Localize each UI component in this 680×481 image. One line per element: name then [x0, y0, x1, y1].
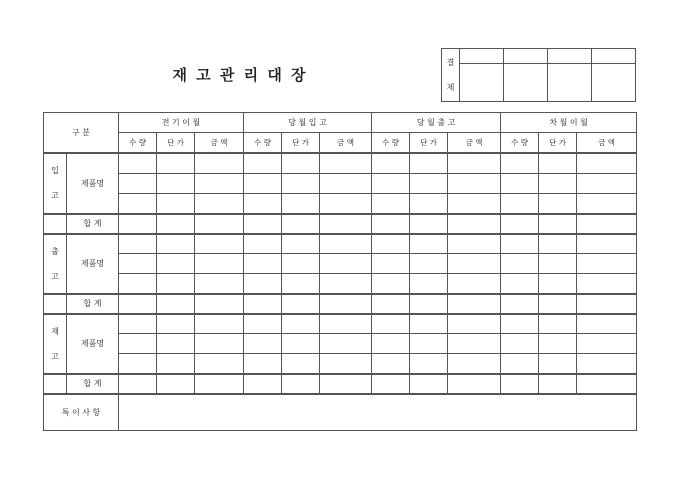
- data-cell[interactable]: [157, 354, 195, 374]
- group-header-outgoing: 당 월 출 고: [372, 113, 501, 133]
- data-cell[interactable]: [282, 174, 320, 194]
- sub-header-price: 단 가: [157, 133, 195, 153]
- section-label-top: 출: [51, 246, 59, 256]
- data-cell[interactable]: [410, 254, 448, 274]
- data-cell[interactable]: [282, 194, 320, 214]
- section-label-blank: [44, 214, 67, 234]
- data-cell[interactable]: [119, 254, 157, 274]
- data-cell[interactable]: [195, 174, 244, 194]
- data-cell[interactable]: [320, 274, 372, 294]
- total-cell[interactable]: [282, 374, 320, 394]
- remarks-field[interactable]: [119, 394, 637, 431]
- total-cell[interactable]: [501, 214, 539, 234]
- total-cell[interactable]: [501, 294, 539, 314]
- category-header: 구 분: [44, 113, 119, 153]
- data-cell[interactable]: [577, 354, 637, 374]
- data-cell[interactable]: [157, 174, 195, 194]
- data-cell[interactable]: [195, 334, 244, 354]
- section-label-outgoing: [44, 234, 67, 294]
- sub-header-qty: 수 량: [501, 133, 539, 153]
- data-cell[interactable]: [119, 154, 157, 174]
- data-cell[interactable]: [157, 234, 195, 254]
- page-title: 재 고 관 리 대 장: [172, 66, 308, 84]
- data-cell[interactable]: [539, 254, 577, 274]
- data-cell[interactable]: [410, 354, 448, 374]
- data-cell[interactable]: [282, 314, 320, 334]
- data-cell[interactable]: [501, 234, 539, 254]
- data-cell[interactable]: [448, 174, 501, 194]
- data-cell[interactable]: [539, 234, 577, 254]
- data-cell[interactable]: [577, 194, 637, 214]
- total-cell[interactable]: [157, 214, 195, 234]
- total-cell[interactable]: [282, 294, 320, 314]
- total-cell[interactable]: [501, 374, 539, 394]
- data-cell[interactable]: [282, 334, 320, 354]
- total-cell[interactable]: [577, 374, 637, 394]
- data-cell[interactable]: [372, 254, 410, 274]
- data-cell[interactable]: [577, 274, 637, 294]
- data-cell[interactable]: [539, 194, 577, 214]
- data-cell[interactable]: [244, 174, 282, 194]
- data-cell[interactable]: [320, 194, 372, 214]
- data-cell[interactable]: [157, 254, 195, 274]
- data-cell[interactable]: [372, 354, 410, 374]
- sub-header-qty: 수 량: [119, 133, 157, 153]
- data-cell[interactable]: [539, 354, 577, 374]
- total-cell[interactable]: [372, 294, 410, 314]
- data-cell[interactable]: [320, 314, 372, 334]
- data-cell[interactable]: [448, 314, 501, 334]
- data-cell[interactable]: [448, 234, 501, 254]
- section-label-top: 입: [51, 166, 59, 176]
- total-cell[interactable]: [539, 374, 577, 394]
- total-cell[interactable]: [410, 214, 448, 234]
- data-cell[interactable]: [539, 174, 577, 194]
- data-cell[interactable]: [577, 254, 637, 274]
- total-cell[interactable]: [372, 214, 410, 234]
- data-cell[interactable]: [448, 274, 501, 294]
- data-cell[interactable]: [410, 314, 448, 334]
- approval-label: [442, 49, 460, 102]
- data-cell[interactable]: [577, 174, 637, 194]
- total-cell[interactable]: [244, 294, 282, 314]
- data-cell[interactable]: [244, 314, 282, 334]
- remarks-label: 특 이 사 항: [44, 394, 119, 431]
- data-cell[interactable]: [372, 174, 410, 194]
- approval-title-cell: [592, 49, 636, 64]
- section-label-blank: [44, 374, 67, 394]
- data-cell[interactable]: [372, 334, 410, 354]
- total-cell[interactable]: [372, 374, 410, 394]
- group-header-next: 차 월 이 월: [501, 113, 637, 133]
- data-cell[interactable]: [244, 334, 282, 354]
- data-cell[interactable]: [372, 234, 410, 254]
- total-label: 합 계: [67, 214, 119, 234]
- data-cell[interactable]: [157, 334, 195, 354]
- total-cell[interactable]: [119, 294, 157, 314]
- data-cell[interactable]: [501, 154, 539, 174]
- data-cell[interactable]: [320, 174, 372, 194]
- data-cell[interactable]: [119, 354, 157, 374]
- data-cell[interactable]: [372, 154, 410, 174]
- data-cell[interactable]: [157, 194, 195, 214]
- data-cell[interactable]: [320, 154, 372, 174]
- total-cell[interactable]: [157, 374, 195, 394]
- data-cell[interactable]: [501, 274, 539, 294]
- group-header-carryover: 전 기 이 월: [119, 113, 244, 133]
- data-cell[interactable]: [244, 354, 282, 374]
- data-cell[interactable]: [577, 334, 637, 354]
- data-cell[interactable]: [410, 194, 448, 214]
- data-cell[interactable]: [119, 274, 157, 294]
- sub-header-price: 단 가: [539, 133, 577, 153]
- data-cell[interactable]: [244, 254, 282, 274]
- data-cell[interactable]: [501, 314, 539, 334]
- data-cell[interactable]: [410, 174, 448, 194]
- data-cell[interactable]: [157, 154, 195, 174]
- product-name-label: 제품명: [67, 234, 119, 294]
- data-cell[interactable]: [282, 154, 320, 174]
- data-cell[interactable]: [501, 194, 539, 214]
- total-label: 합 계: [67, 374, 119, 394]
- data-cell[interactable]: [244, 154, 282, 174]
- data-cell[interactable]: [119, 334, 157, 354]
- data-cell[interactable]: [195, 274, 244, 294]
- data-cell[interactable]: [195, 234, 244, 254]
- total-cell[interactable]: [157, 294, 195, 314]
- data-cell[interactable]: [157, 314, 195, 334]
- approval-box: [441, 48, 636, 102]
- product-name-label: 제품명: [67, 314, 119, 374]
- data-cell[interactable]: [539, 334, 577, 354]
- total-cell[interactable]: [244, 214, 282, 234]
- total-cell[interactable]: [320, 374, 372, 394]
- total-cell[interactable]: [320, 294, 372, 314]
- approval-sign-cell[interactable]: [592, 64, 636, 102]
- total-cell[interactable]: [539, 214, 577, 234]
- total-cell[interactable]: [410, 294, 448, 314]
- total-cell[interactable]: [195, 214, 244, 234]
- total-cell[interactable]: [577, 214, 637, 234]
- section-label-incoming: [44, 154, 67, 214]
- data-cell[interactable]: [410, 154, 448, 174]
- data-cell[interactable]: [282, 254, 320, 274]
- data-cell[interactable]: [448, 154, 501, 174]
- inventory-table: [43, 112, 637, 153]
- total-cell[interactable]: [410, 374, 448, 394]
- sub-header-price: 단 가: [282, 133, 320, 153]
- sub-header-amount: 금 액: [577, 133, 637, 153]
- total-cell[interactable]: [282, 214, 320, 234]
- approval-title-cell: [504, 49, 548, 64]
- data-cell[interactable]: [539, 314, 577, 334]
- approval-label-top: 결: [446, 58, 455, 67]
- total-cell[interactable]: [244, 374, 282, 394]
- total-label: 합 계: [67, 294, 119, 314]
- sub-header-amount: 금 액: [448, 133, 501, 153]
- approval-sign-cell[interactable]: [460, 64, 504, 102]
- section-label-bottom: 고: [51, 351, 59, 361]
- data-cell[interactable]: [501, 334, 539, 354]
- data-cell[interactable]: [577, 154, 637, 174]
- approval-title-cell: [548, 49, 592, 64]
- section-label-blank: [44, 294, 67, 314]
- section-label-top: 재: [51, 326, 59, 336]
- data-cell[interactable]: [539, 154, 577, 174]
- data-cell[interactable]: [119, 234, 157, 254]
- data-cell[interactable]: [448, 254, 501, 274]
- data-cell[interactable]: [410, 334, 448, 354]
- data-cell[interactable]: [448, 334, 501, 354]
- data-cell[interactable]: [501, 354, 539, 374]
- data-cell[interactable]: [372, 274, 410, 294]
- data-cell[interactable]: [448, 194, 501, 214]
- data-cell[interactable]: [372, 194, 410, 214]
- total-cell[interactable]: [320, 214, 372, 234]
- product-name-label: 제품명: [67, 154, 119, 214]
- sub-header-amount: 금 액: [195, 133, 244, 153]
- sub-header-qty: 수 량: [372, 133, 410, 153]
- total-cell[interactable]: [448, 214, 501, 234]
- total-cell[interactable]: [577, 294, 637, 314]
- total-cell[interactable]: [119, 214, 157, 234]
- data-cell[interactable]: [195, 354, 244, 374]
- data-cell[interactable]: [577, 314, 637, 334]
- approval-title-cell: [460, 49, 504, 64]
- data-cell[interactable]: [195, 194, 244, 214]
- data-cell[interactable]: [320, 254, 372, 274]
- section-label-bottom: 고: [51, 191, 59, 201]
- data-cell[interactable]: [320, 354, 372, 374]
- data-cell[interactable]: [501, 174, 539, 194]
- data-cell[interactable]: [372, 314, 410, 334]
- approval-sign-cell[interactable]: [504, 64, 548, 102]
- section-label-stock: [44, 314, 67, 374]
- sub-header-amount: 금 액: [320, 133, 372, 153]
- data-cell[interactable]: [577, 234, 637, 254]
- data-cell[interactable]: [282, 234, 320, 254]
- data-cell[interactable]: [410, 274, 448, 294]
- data-cell[interactable]: [539, 274, 577, 294]
- data-cell[interactable]: [282, 274, 320, 294]
- group-header-incoming: 당 월 입 고: [244, 113, 372, 133]
- data-cell[interactable]: [501, 254, 539, 274]
- total-cell[interactable]: [119, 374, 157, 394]
- sub-header-price: 단 가: [410, 133, 448, 153]
- data-cell[interactable]: [410, 234, 448, 254]
- data-cell[interactable]: [195, 154, 244, 174]
- data-cell[interactable]: [119, 174, 157, 194]
- data-cell[interactable]: [119, 194, 157, 214]
- section-label-bottom: 고: [51, 271, 59, 281]
- approval-label-bottom: 제: [446, 83, 455, 92]
- data-cell[interactable]: [119, 314, 157, 334]
- total-cell[interactable]: [195, 374, 244, 394]
- total-cell[interactable]: [195, 294, 244, 314]
- data-cell[interactable]: [244, 274, 282, 294]
- data-cell[interactable]: [244, 234, 282, 254]
- data-cell[interactable]: [195, 314, 244, 334]
- data-cell[interactable]: [244, 194, 282, 214]
- approval-sign-cell[interactable]: [548, 64, 592, 102]
- data-cell[interactable]: [195, 254, 244, 274]
- data-cell[interactable]: [157, 274, 195, 294]
- sub-header-qty: 수 량: [244, 133, 282, 153]
- data-cell[interactable]: [320, 334, 372, 354]
- total-cell[interactable]: [539, 294, 577, 314]
- data-cell[interactable]: [448, 354, 501, 374]
- data-cell[interactable]: [320, 234, 372, 254]
- data-cell[interactable]: [282, 354, 320, 374]
- total-cell[interactable]: [448, 374, 501, 394]
- inventory-body: [43, 153, 637, 431]
- total-cell[interactable]: [448, 294, 501, 314]
